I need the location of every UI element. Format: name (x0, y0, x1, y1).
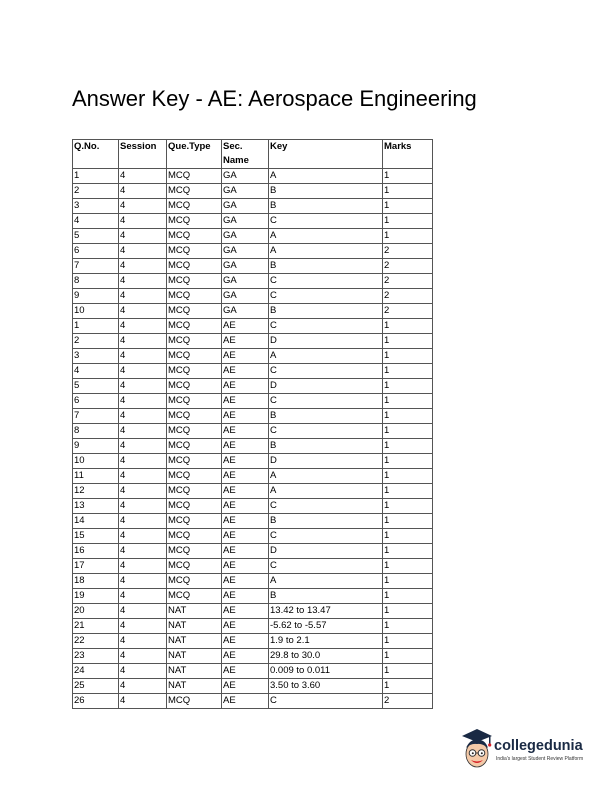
cell-sec-name: GA (222, 289, 269, 304)
cell-marks: 1 (383, 319, 433, 334)
table-row (73, 349, 433, 364)
table-row (73, 529, 433, 544)
cell-sec-name: GA (222, 169, 269, 184)
cell-key: A (269, 169, 383, 184)
cell-key: B (269, 184, 383, 199)
table-row (73, 214, 433, 229)
table-row (73, 514, 433, 529)
cell-que-type: MCQ (167, 379, 222, 394)
cell-marks: 1 (383, 469, 433, 484)
cell-marks: 1 (383, 439, 433, 454)
cell-sec-name: AE (222, 604, 269, 619)
cell-key: 1.9 to 2.1 (269, 634, 383, 649)
cell-sec-name: GA (222, 259, 269, 274)
cell-key: A (269, 244, 383, 259)
logo-tagline: India's largest Student Review Platform (496, 756, 584, 762)
cell-qno: 22 (73, 634, 119, 649)
cell-session: 4 (119, 604, 167, 619)
cell-qno: 11 (73, 469, 119, 484)
cell-qno: 9 (73, 439, 119, 454)
cell-qno: 5 (73, 379, 119, 394)
cell-session: 4 (119, 424, 167, 439)
cell-marks: 1 (383, 184, 433, 199)
cell-session: 4 (119, 409, 167, 424)
cell-qno: 9 (73, 289, 119, 304)
cell-que-type: MCQ (167, 334, 222, 349)
cell-qno: 8 (73, 424, 119, 439)
cell-marks: 1 (383, 424, 433, 439)
cell-key: A (269, 469, 383, 484)
cell-sec-name: GA (222, 244, 269, 259)
cell-que-type: NAT (167, 634, 222, 649)
cell-marks: 1 (383, 499, 433, 514)
cell-sec-name: AE (222, 574, 269, 589)
cell-key: C (269, 214, 383, 229)
cell-session: 4 (119, 214, 167, 229)
cell-key: C (269, 274, 383, 289)
col-header-marks: Marks (383, 140, 433, 169)
cell-session: 4 (119, 529, 167, 544)
cell-qno: 8 (73, 274, 119, 289)
cell-marks: 1 (383, 409, 433, 424)
cell-session: 4 (119, 454, 167, 469)
cell-key: 13.42 to 13.47 (269, 604, 383, 619)
cell-sec-name: AE (222, 334, 269, 349)
cell-key: B (269, 259, 383, 274)
cell-key: C (269, 424, 383, 439)
student-face-icon (460, 728, 494, 772)
cell-qno: 4 (73, 364, 119, 379)
cell-qno: 1 (73, 169, 119, 184)
cell-session: 4 (119, 589, 167, 604)
cell-session: 4 (119, 244, 167, 259)
table-row (73, 559, 433, 574)
table-row (73, 169, 433, 184)
cell-key: C (269, 499, 383, 514)
cell-marks: 2 (383, 304, 433, 319)
cell-que-type: MCQ (167, 214, 222, 229)
cell-que-type: MCQ (167, 259, 222, 274)
cell-que-type: NAT (167, 649, 222, 664)
cell-marks: 1 (383, 679, 433, 694)
cell-que-type: MCQ (167, 529, 222, 544)
cell-session: 4 (119, 199, 167, 214)
cell-session: 4 (119, 469, 167, 484)
table-row (73, 544, 433, 559)
cell-marks: 1 (383, 454, 433, 469)
cell-key: C (269, 694, 383, 709)
table-header-row (73, 140, 433, 169)
table-row (73, 469, 433, 484)
cell-marks: 1 (383, 664, 433, 679)
cell-sec-name: AE (222, 469, 269, 484)
page-title: Answer Key - AE: Aerospace Engineering (72, 86, 477, 111)
cell-key: B (269, 409, 383, 424)
table-row (73, 574, 433, 589)
cell-sec-name: AE (222, 499, 269, 514)
table-row (73, 199, 433, 214)
cell-marks: 1 (383, 214, 433, 229)
collegedunia-logo (460, 728, 590, 772)
cell-que-type: MCQ (167, 319, 222, 334)
cell-key: D (269, 544, 383, 559)
cell-qno: 17 (73, 559, 119, 574)
cell-session: 4 (119, 634, 167, 649)
cell-marks: 1 (383, 544, 433, 559)
cell-marks: 2 (383, 274, 433, 289)
table-row (73, 619, 433, 634)
cell-marks: 1 (383, 379, 433, 394)
cell-key: A (269, 574, 383, 589)
cell-que-type: NAT (167, 679, 222, 694)
cell-marks: 1 (383, 619, 433, 634)
cell-marks: 1 (383, 634, 433, 649)
cell-marks: 1 (383, 589, 433, 604)
cell-session: 4 (119, 169, 167, 184)
cell-que-type: MCQ (167, 514, 222, 529)
cell-key: 3.50 to 3.60 (269, 679, 383, 694)
cell-session: 4 (119, 694, 167, 709)
cell-marks: 2 (383, 289, 433, 304)
table-body (73, 169, 433, 709)
cell-session: 4 (119, 289, 167, 304)
cell-key: C (269, 529, 383, 544)
cell-que-type: MCQ (167, 349, 222, 364)
cell-que-type: MCQ (167, 439, 222, 454)
logo-wordmark: collegedunia (494, 738, 583, 754)
col-header-key: Key (269, 140, 383, 169)
cell-session: 4 (119, 484, 167, 499)
table-row (73, 694, 433, 709)
cell-marks: 1 (383, 529, 433, 544)
cell-session: 4 (119, 559, 167, 574)
table-row (73, 604, 433, 619)
cell-marks: 1 (383, 169, 433, 184)
table-row (73, 499, 433, 514)
cell-session: 4 (119, 379, 167, 394)
cell-que-type: MCQ (167, 589, 222, 604)
cell-key: D (269, 454, 383, 469)
cell-key: 29.8 to 30.0 (269, 649, 383, 664)
cell-qno: 2 (73, 334, 119, 349)
table-row (73, 634, 433, 649)
cell-qno: 18 (73, 574, 119, 589)
col-header-sec-name: Sec. Name (222, 140, 269, 169)
cell-session: 4 (119, 679, 167, 694)
cell-sec-name: AE (222, 349, 269, 364)
cell-key: -5.62 to -5.57 (269, 619, 383, 634)
cell-que-type: MCQ (167, 499, 222, 514)
cell-sec-name: AE (222, 649, 269, 664)
cell-qno: 20 (73, 604, 119, 619)
table-row (73, 364, 433, 379)
cell-sec-name: AE (222, 319, 269, 334)
cell-qno: 13 (73, 499, 119, 514)
cell-session: 4 (119, 349, 167, 364)
cell-sec-name: AE (222, 589, 269, 604)
cell-qno: 16 (73, 544, 119, 559)
cell-sec-name: AE (222, 694, 269, 709)
cell-key: B (269, 514, 383, 529)
cell-session: 4 (119, 544, 167, 559)
cell-que-type: MCQ (167, 694, 222, 709)
table-row (73, 184, 433, 199)
cell-sec-name: GA (222, 184, 269, 199)
cell-qno: 10 (73, 304, 119, 319)
cell-key: C (269, 289, 383, 304)
cell-key: A (269, 349, 383, 364)
table-row (73, 274, 433, 289)
cell-que-type: MCQ (167, 394, 222, 409)
cell-sec-name: AE (222, 409, 269, 424)
cell-key: C (269, 394, 383, 409)
cell-sec-name: AE (222, 364, 269, 379)
cell-sec-name: GA (222, 229, 269, 244)
cell-marks: 1 (383, 559, 433, 574)
cell-sec-name: GA (222, 199, 269, 214)
table-row (73, 409, 433, 424)
cell-que-type: MCQ (167, 574, 222, 589)
cell-marks: 1 (383, 514, 433, 529)
cell-session: 4 (119, 514, 167, 529)
table-row (73, 304, 433, 319)
cell-sec-name: AE (222, 529, 269, 544)
cell-qno: 26 (73, 694, 119, 709)
cell-sec-name: GA (222, 214, 269, 229)
cell-sec-name: AE (222, 619, 269, 634)
cell-marks: 1 (383, 364, 433, 379)
cell-key: B (269, 589, 383, 604)
cell-qno: 10 (73, 454, 119, 469)
cell-qno: 23 (73, 649, 119, 664)
cell-que-type: NAT (167, 664, 222, 679)
cell-sec-name: AE (222, 634, 269, 649)
cell-qno: 25 (73, 679, 119, 694)
cell-qno: 21 (73, 619, 119, 634)
cell-key: D (269, 334, 383, 349)
cell-session: 4 (119, 334, 167, 349)
cell-sec-name: AE (222, 664, 269, 679)
table-row (73, 439, 433, 454)
cell-qno: 3 (73, 349, 119, 364)
cell-que-type: MCQ (167, 409, 222, 424)
cell-qno: 7 (73, 259, 119, 274)
cell-sec-name: AE (222, 544, 269, 559)
cell-marks: 1 (383, 574, 433, 589)
cell-session: 4 (119, 574, 167, 589)
cell-qno: 6 (73, 244, 119, 259)
table-row (73, 244, 433, 259)
cell-qno: 7 (73, 409, 119, 424)
cell-sec-name: AE (222, 379, 269, 394)
cell-session: 4 (119, 274, 167, 289)
cell-session: 4 (119, 364, 167, 379)
table-row (73, 679, 433, 694)
cell-que-type: MCQ (167, 199, 222, 214)
cell-que-type: MCQ (167, 484, 222, 499)
cell-marks: 2 (383, 259, 433, 274)
cell-marks: 1 (383, 349, 433, 364)
cell-marks: 1 (383, 394, 433, 409)
cell-que-type: MCQ (167, 244, 222, 259)
cell-que-type: MCQ (167, 454, 222, 469)
cell-qno: 15 (73, 529, 119, 544)
col-header-qno: Q.No. (73, 140, 119, 169)
col-header-que-type: Que.Type (167, 140, 222, 169)
cell-sec-name: GA (222, 304, 269, 319)
cell-que-type: NAT (167, 604, 222, 619)
cell-que-type: MCQ (167, 169, 222, 184)
cell-sec-name: AE (222, 679, 269, 694)
table-row (73, 289, 433, 304)
cell-que-type: MCQ (167, 229, 222, 244)
answer-key-table (72, 139, 433, 709)
cell-sec-name: AE (222, 454, 269, 469)
table-row (73, 379, 433, 394)
table-row (73, 394, 433, 409)
cell-session: 4 (119, 619, 167, 634)
cell-key: 0.009 to 0.011 (269, 664, 383, 679)
cell-marks: 1 (383, 649, 433, 664)
cell-qno: 24 (73, 664, 119, 679)
cell-qno: 1 (73, 319, 119, 334)
cell-key: B (269, 199, 383, 214)
cell-sec-name: AE (222, 424, 269, 439)
cell-qno: 12 (73, 484, 119, 499)
cell-session: 4 (119, 259, 167, 274)
cell-marks: 2 (383, 244, 433, 259)
table-row (73, 664, 433, 679)
table-row (73, 649, 433, 664)
table-row (73, 454, 433, 469)
cell-sec-name: AE (222, 484, 269, 499)
cell-marks: 1 (383, 484, 433, 499)
cell-session: 4 (119, 499, 167, 514)
cell-session: 4 (119, 304, 167, 319)
cell-qno: 4 (73, 214, 119, 229)
cell-que-type: MCQ (167, 274, 222, 289)
cell-key: C (269, 559, 383, 574)
cell-session: 4 (119, 229, 167, 244)
cell-key: D (269, 379, 383, 394)
cell-que-type: MCQ (167, 304, 222, 319)
col-header-session: Session (119, 140, 167, 169)
cell-key: A (269, 229, 383, 244)
cell-que-type: MCQ (167, 289, 222, 304)
cell-session: 4 (119, 394, 167, 409)
cell-sec-name: GA (222, 274, 269, 289)
cell-session: 4 (119, 664, 167, 679)
cell-marks: 1 (383, 604, 433, 619)
table-row (73, 229, 433, 244)
cell-key: C (269, 319, 383, 334)
cell-que-type: MCQ (167, 559, 222, 574)
cell-qno: 3 (73, 199, 119, 214)
cell-sec-name: AE (222, 514, 269, 529)
cell-session: 4 (119, 319, 167, 334)
cell-session: 4 (119, 439, 167, 454)
cell-session: 4 (119, 649, 167, 664)
cell-marks: 1 (383, 334, 433, 349)
cell-que-type: MCQ (167, 469, 222, 484)
cell-key: A (269, 484, 383, 499)
cell-marks: 1 (383, 199, 433, 214)
table-row (73, 319, 433, 334)
cell-key: C (269, 364, 383, 379)
cell-qno: 2 (73, 184, 119, 199)
cell-marks: 1 (383, 229, 433, 244)
cell-qno: 14 (73, 514, 119, 529)
cell-que-type: MCQ (167, 544, 222, 559)
table-row (73, 484, 433, 499)
cell-marks: 2 (383, 694, 433, 709)
table-row (73, 334, 433, 349)
cell-key: B (269, 439, 383, 454)
cell-que-type: NAT (167, 619, 222, 634)
table-row (73, 424, 433, 439)
cell-qno: 5 (73, 229, 119, 244)
cell-sec-name: AE (222, 559, 269, 574)
cell-que-type: MCQ (167, 364, 222, 379)
cell-session: 4 (119, 184, 167, 199)
cell-sec-name: AE (222, 394, 269, 409)
cell-qno: 6 (73, 394, 119, 409)
table-row (73, 259, 433, 274)
cell-que-type: MCQ (167, 184, 222, 199)
cell-key: B (269, 304, 383, 319)
table-row (73, 589, 433, 604)
cell-que-type: MCQ (167, 424, 222, 439)
cell-sec-name: AE (222, 439, 269, 454)
cell-qno: 19 (73, 589, 119, 604)
